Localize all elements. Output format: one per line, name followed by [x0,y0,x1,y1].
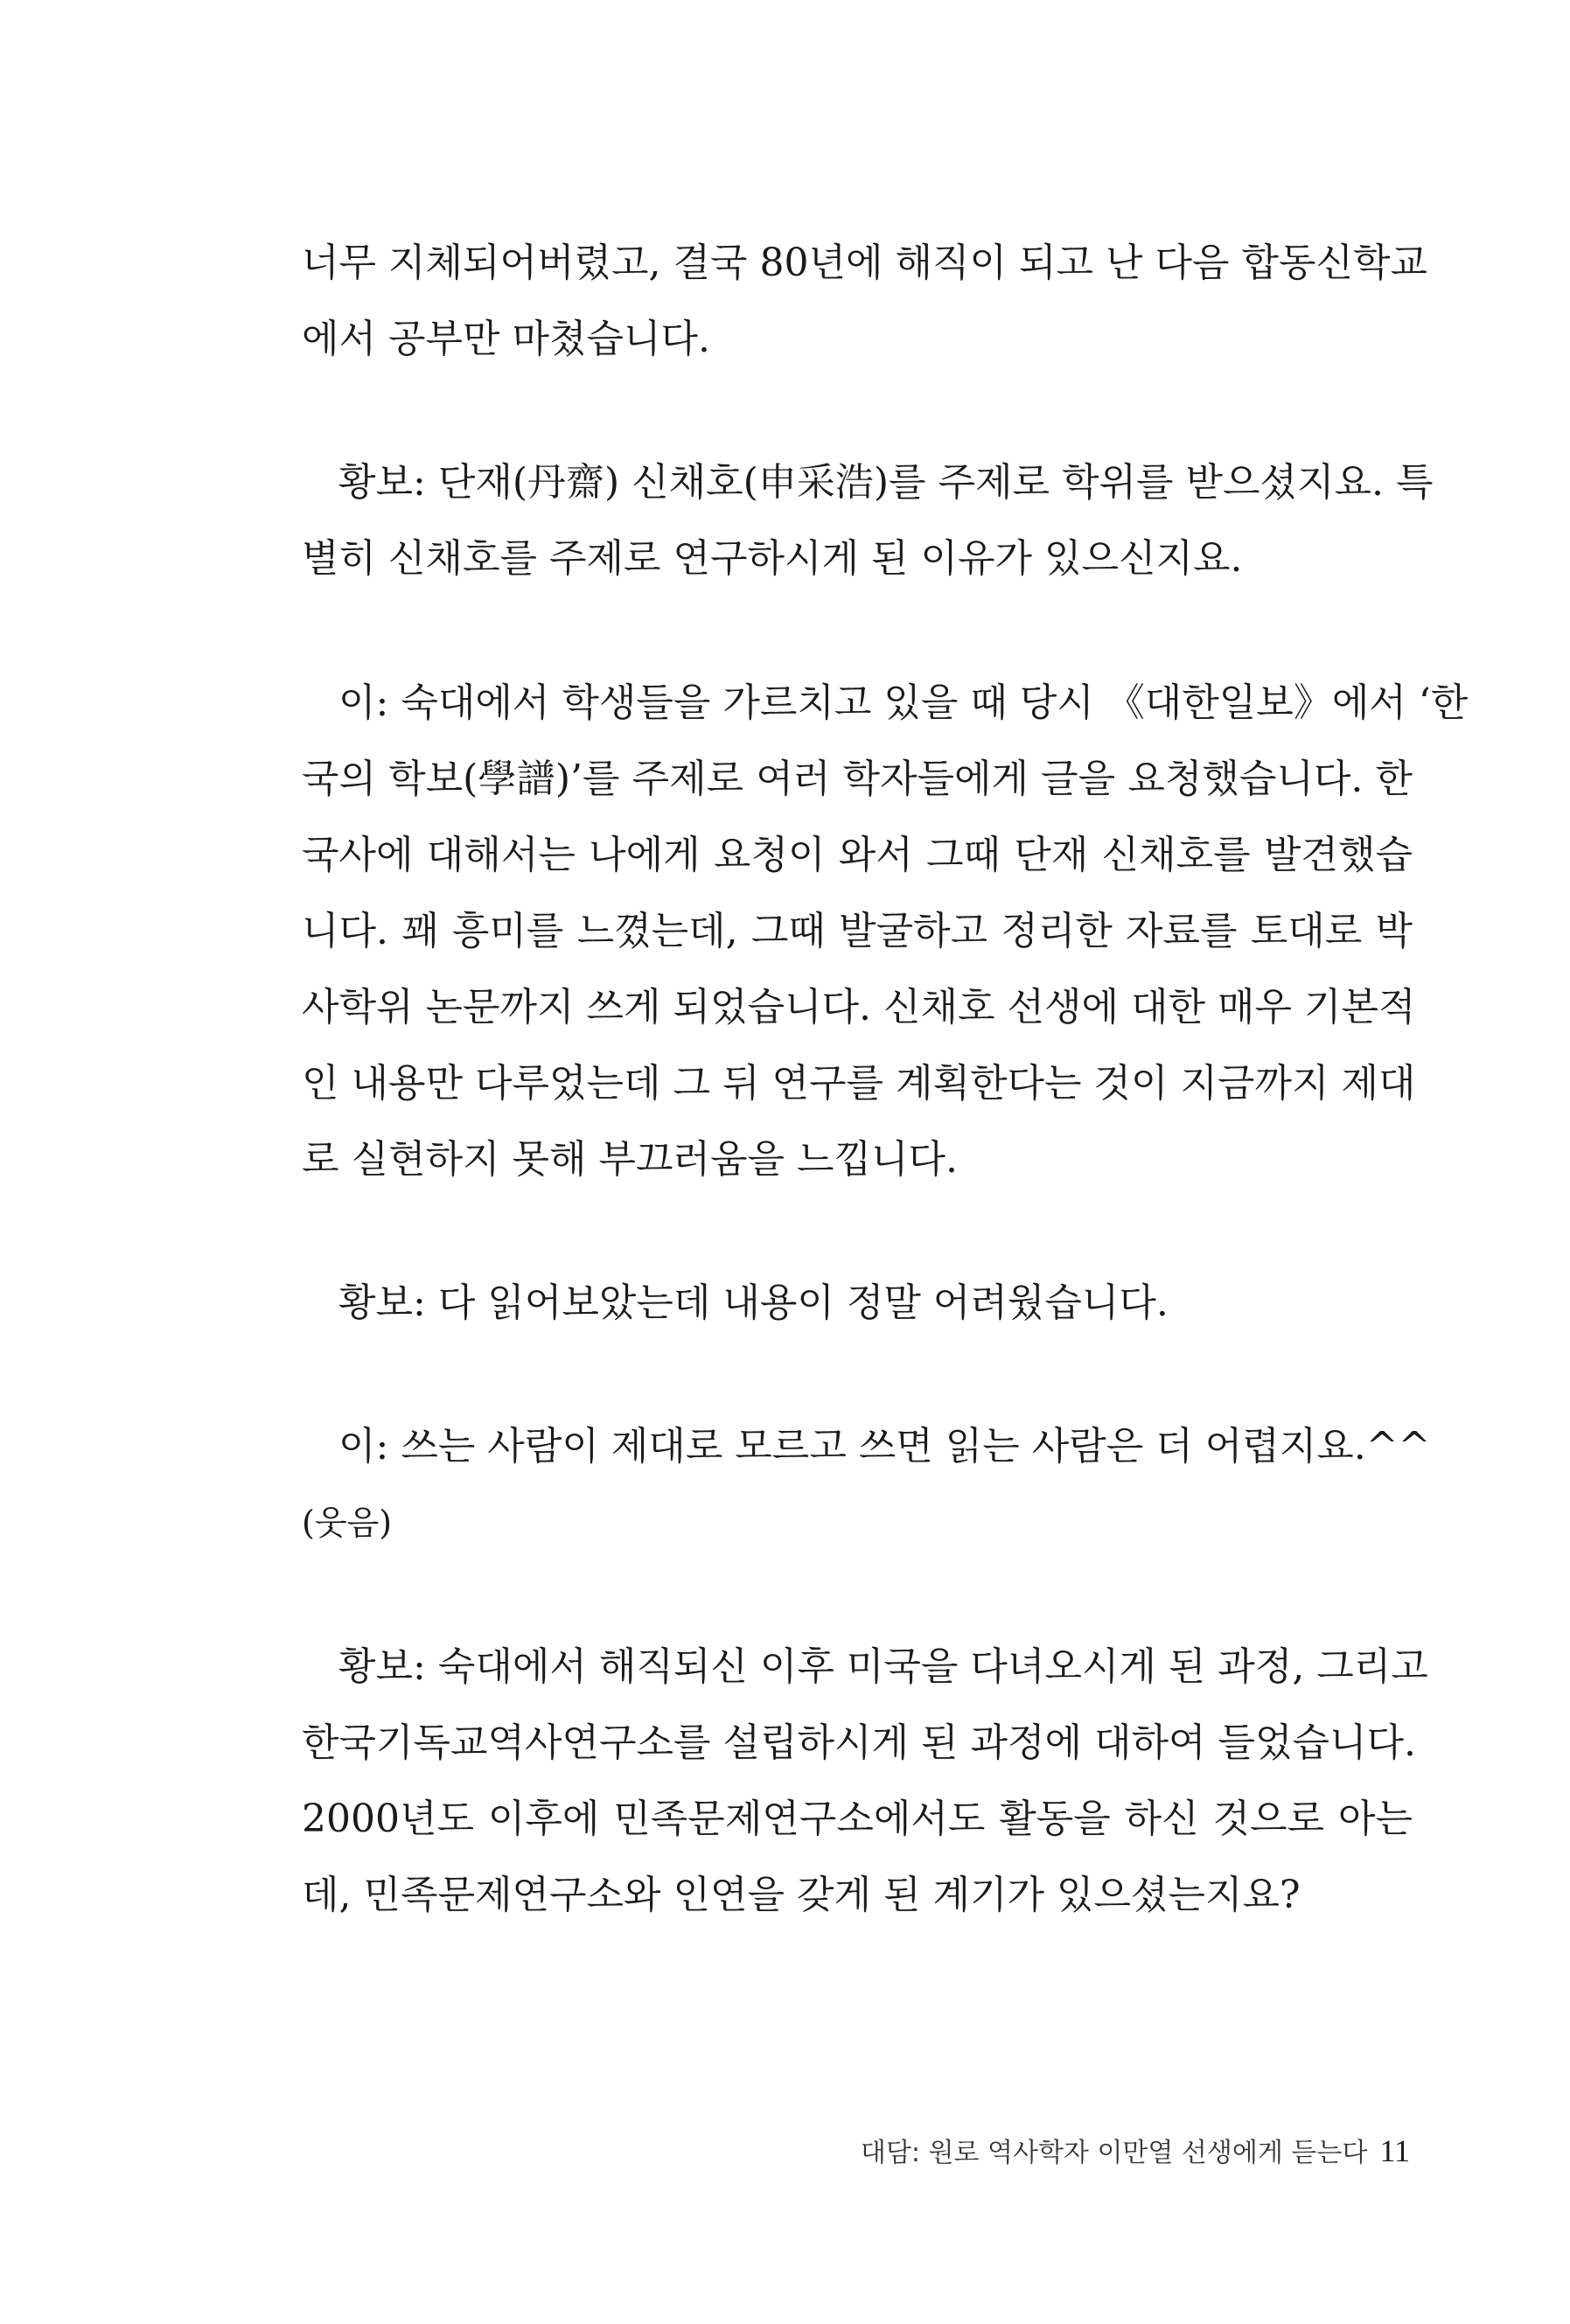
text-line: 니다. 꽤 흥미를 느꼈는데, 그때 발굴하고 정리한 자료를 토대로 박 [302,909,1413,953]
text-line: 황보: 숙대에서 해직되신 이후 미국을 다녀오시게 된 과정, 그리고 [338,1644,1428,1689]
text-line: 이: 숙대에서 학생들을 가르치고 있을 때 당시 《대한일보》에서 ‘한 [338,680,1469,725]
text-line: 인 내용만 다루었는데 그 뒤 연구를 계획한다는 것이 지금까지 제대 [302,1061,1416,1106]
text-line: 사학위 논문까지 쓰게 되었습니다. 신채호 선생에 대한 매우 기본적 [302,985,1416,1029]
page-number: 11 [1379,2133,1410,2168]
text-line: 로 실현하지 못해 부끄러움을 느낍니다. [302,1137,958,1182]
text-line: 한국기독교역사연구소를 설립하시게 된 과정에 대하여 들었습니다. [302,1720,1417,1765]
page-footer [861,2131,1410,2174]
text-line: 국사에 대해서는 나에게 요청이 와서 그때 단재 신채호를 발견했습 [302,833,1413,877]
text-line: (웃음) [302,1504,393,1542]
text-line: 황보: 다 읽어보았는데 내용이 정말 어려웠습니다. [338,1281,1169,1325]
text-line: 너무 지체되어버렸고, 결국 80년에 해직이 되고 난 다음 합동신학교 [302,241,1427,285]
text-line: 황보: 단재(丹齋) 신채호(申采浩)를 주제로 학위를 받으셨지요. 특 [338,460,1434,505]
text-line: 에서 공부만 마쳤습니다. [302,317,710,361]
text-line: 2000년도 이후에 민족문제연구소에서도 활동을 하신 것으로 아는 [302,1797,1413,1841]
text-line: 데, 민족문제연구소와 인연을 갖게 된 계기가 있으셨는지요? [302,1873,1301,1917]
text-line: 국의 학보(學譜)’를 주제로 여러 학자들에게 글을 요청했습니다. 한 [302,757,1413,801]
running-title: 대담: 원로 역사학자 이만열 선생에게 듣는다 [860,2138,1368,2168]
text-line: 이: 쓰는 사람이 제대로 모르고 쓰면 읽는 사람은 더 어렵지요.^^ [338,1424,1431,1469]
text-line: 별히 신채호를 주제로 연구하시게 된 이유가 있으신지요. [302,536,1243,581]
